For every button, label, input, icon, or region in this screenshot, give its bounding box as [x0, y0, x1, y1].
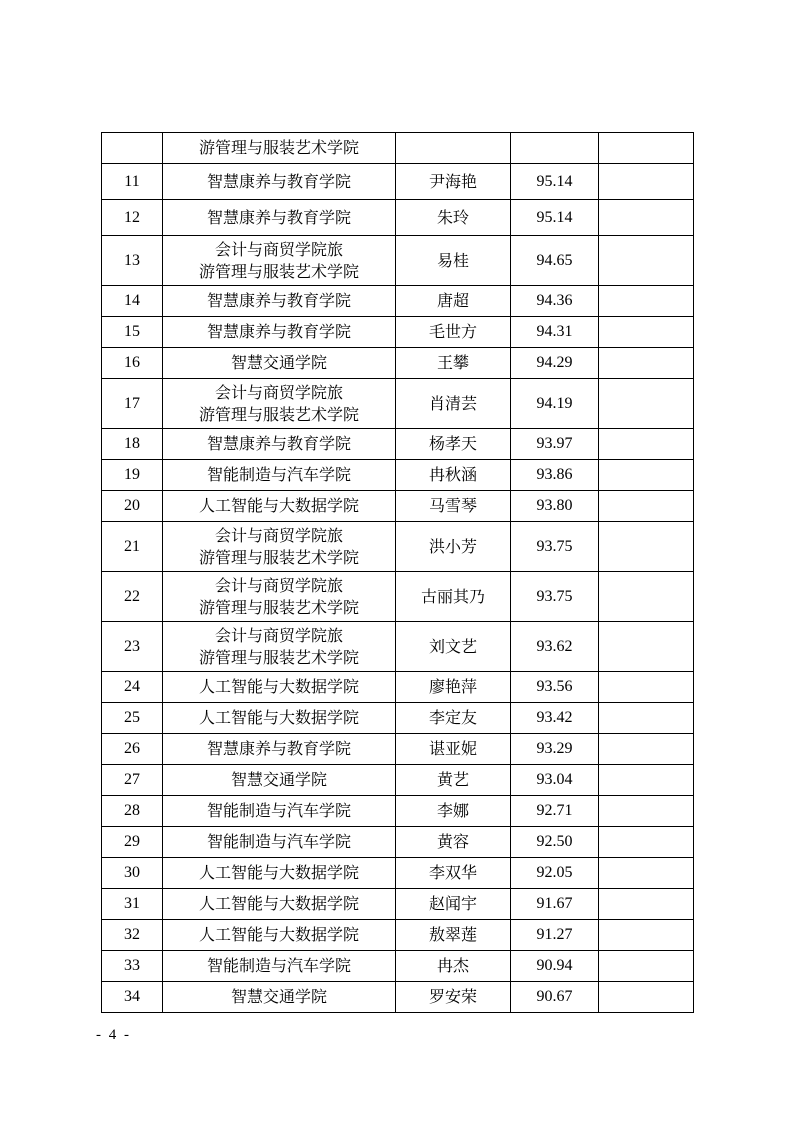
score-value: 90.94 [511, 951, 599, 982]
college-name [163, 889, 396, 920]
remark-cell [599, 734, 694, 765]
college-name [163, 491, 396, 522]
student-name: 毛世方 [396, 317, 511, 348]
student-name: 刘文艺 [396, 622, 511, 672]
college-name-line: 智慧康养与教育学院 [206, 207, 351, 227]
college-name [163, 982, 396, 1013]
table-row [102, 796, 694, 827]
row-index: 24 [102, 672, 163, 703]
table-row [102, 920, 694, 951]
row-index: 11 [102, 164, 163, 200]
college-name-line: 人工智能与大数据学院 [198, 925, 359, 944]
student-name: 赵闻宇 [396, 889, 511, 920]
row-index: 13 [102, 236, 163, 286]
student-name: 古丽其乃 [396, 572, 511, 622]
score-value: 94.19 [511, 379, 599, 429]
student-name: 罗安荣 [396, 982, 511, 1013]
college-name-line: 会计与商贸学院旅 [214, 382, 343, 402]
table-row-continuation [102, 133, 694, 164]
score-value: 94.65 [511, 236, 599, 286]
college-name-line: 人工智能与大数据学院 [198, 863, 359, 882]
college-name-line: 智慧交通学院 [230, 770, 327, 789]
college-name [163, 734, 396, 765]
student-name: 唐超 [396, 286, 511, 317]
score-value: 90.67 [511, 982, 599, 1013]
college-name [163, 572, 396, 622]
remark-cell [599, 200, 694, 236]
college-name-line: 游管理与服装艺术学院 [198, 547, 359, 567]
table-row [102, 429, 694, 460]
remark-cell [599, 858, 694, 889]
row-index: 18 [102, 429, 163, 460]
remark-cell [599, 572, 694, 622]
row-index: 30 [102, 858, 163, 889]
row-index: 21 [102, 522, 163, 572]
score-value: 95.14 [511, 164, 599, 200]
row-index: 28 [102, 796, 163, 827]
score-value: 95.14 [511, 200, 599, 236]
college-name [163, 951, 396, 982]
score-value: 94.29 [511, 348, 599, 379]
table-row [102, 951, 694, 982]
college-name-line: 智慧康养与教育学院 [206, 291, 351, 310]
student-name: 谌亚妮 [396, 734, 511, 765]
college-name-line: 会计与商贸学院旅 [214, 575, 343, 595]
student-name [396, 133, 511, 164]
college-name-line: 人工智能与大数据学院 [198, 894, 359, 913]
row-index: 31 [102, 889, 163, 920]
score-value [511, 133, 599, 164]
college-name-line: 游管理与服装艺术学院 [198, 138, 359, 157]
table-row [102, 734, 694, 765]
student-name: 敖翠莲 [396, 920, 511, 951]
row-index [102, 133, 163, 164]
table-row [102, 622, 694, 672]
table-row [102, 379, 694, 429]
score-value: 91.27 [511, 920, 599, 951]
student-name: 冉秋涵 [396, 460, 511, 491]
college-name-line: 智慧康养与教育学院 [206, 434, 351, 453]
college-name [163, 348, 396, 379]
college-name-line: 游管理与服装艺术学院 [198, 404, 359, 424]
college-name [163, 920, 396, 951]
student-name: 黄容 [396, 827, 511, 858]
remark-cell [599, 889, 694, 920]
score-value: 93.62 [511, 622, 599, 672]
remark-cell [599, 920, 694, 951]
table-row [102, 858, 694, 889]
score-value: 93.04 [511, 765, 599, 796]
row-index: 14 [102, 286, 163, 317]
college-name [163, 765, 396, 796]
score-value: 93.56 [511, 672, 599, 703]
table-row [102, 672, 694, 703]
remark-cell [599, 429, 694, 460]
college-name-line: 会计与商贸学院旅 [214, 525, 343, 545]
student-name: 李定友 [396, 703, 511, 734]
table-row [102, 522, 694, 572]
college-name-line: 人工智能与大数据学院 [198, 677, 359, 696]
remark-cell [599, 133, 694, 164]
row-index: 33 [102, 951, 163, 982]
table-row [102, 200, 694, 236]
college-name [163, 672, 396, 703]
row-index: 20 [102, 491, 163, 522]
remark-cell [599, 236, 694, 286]
score-value: 92.71 [511, 796, 599, 827]
score-value: 94.31 [511, 317, 599, 348]
student-name: 马雪琴 [396, 491, 511, 522]
college-name [163, 522, 396, 572]
row-index: 25 [102, 703, 163, 734]
college-name [163, 317, 396, 348]
table-row [102, 348, 694, 379]
row-index: 26 [102, 734, 163, 765]
student-name: 洪小芳 [396, 522, 511, 572]
college-name [163, 429, 396, 460]
college-name [163, 200, 396, 236]
remark-cell [599, 522, 694, 572]
remark-cell [599, 317, 694, 348]
row-index: 17 [102, 379, 163, 429]
college-name-line: 智慧康养与教育学院 [206, 322, 351, 341]
score-value: 93.80 [511, 491, 599, 522]
college-name [163, 164, 396, 200]
remark-cell [599, 765, 694, 796]
remark-cell [599, 827, 694, 858]
table-row [102, 460, 694, 491]
score-value: 93.75 [511, 572, 599, 622]
table-row [102, 572, 694, 622]
college-name-line: 智慧交通学院 [230, 987, 327, 1006]
row-index: 22 [102, 572, 163, 622]
college-name [163, 379, 396, 429]
college-name-line: 智慧交通学院 [230, 353, 327, 372]
table-row [102, 765, 694, 796]
table-row [102, 491, 694, 522]
row-index: 16 [102, 348, 163, 379]
student-name: 黄艺 [396, 765, 511, 796]
results-table-body [102, 133, 694, 1013]
row-index: 12 [102, 200, 163, 236]
college-name-line: 游管理与服装艺术学院 [198, 261, 359, 281]
college-name-line: 游管理与服装艺术学院 [198, 597, 359, 617]
student-name: 王攀 [396, 348, 511, 379]
score-value: 93.86 [511, 460, 599, 491]
table-row [102, 703, 694, 734]
page-number: - 4 - [96, 1027, 131, 1043]
remark-cell [599, 348, 694, 379]
college-name-line: 会计与商贸学院旅 [214, 239, 343, 259]
remark-cell [599, 796, 694, 827]
remark-cell [599, 703, 694, 734]
score-value: 93.42 [511, 703, 599, 734]
college-name-line: 游管理与服装艺术学院 [198, 647, 359, 667]
college-name-line: 智慧康养与教育学院 [206, 739, 351, 758]
row-index: 32 [102, 920, 163, 951]
remark-cell [599, 379, 694, 429]
row-index: 19 [102, 460, 163, 491]
score-value: 94.36 [511, 286, 599, 317]
student-name: 肖清芸 [396, 379, 511, 429]
table-row [102, 317, 694, 348]
college-name-line: 智能制造与汽车学院 [206, 832, 351, 851]
row-index: 23 [102, 622, 163, 672]
college-name [163, 796, 396, 827]
college-name [163, 236, 396, 286]
score-value: 93.75 [511, 522, 599, 572]
score-value: 93.97 [511, 429, 599, 460]
student-name: 杨孝天 [396, 429, 511, 460]
remark-cell [599, 622, 694, 672]
score-value: 92.50 [511, 827, 599, 858]
row-index: 29 [102, 827, 163, 858]
score-value: 92.05 [511, 858, 599, 889]
remark-cell [599, 672, 694, 703]
student-name: 廖艳萍 [396, 672, 511, 703]
student-name: 冉杰 [396, 951, 511, 982]
table-row [102, 286, 694, 317]
college-name [163, 858, 396, 889]
table-row [102, 827, 694, 858]
student-name: 李娜 [396, 796, 511, 827]
results-table [101, 132, 694, 1013]
table-row [102, 164, 694, 200]
remark-cell [599, 982, 694, 1013]
college-name-line: 会计与商贸学院旅 [214, 625, 343, 645]
student-name: 尹海艳 [396, 164, 511, 200]
score-value: 93.29 [511, 734, 599, 765]
college-name-line: 智能制造与汽车学院 [206, 956, 351, 975]
college-name [163, 703, 396, 734]
college-name [163, 133, 396, 164]
college-name-line: 智能制造与汽车学院 [206, 465, 351, 484]
table-row [102, 982, 694, 1013]
row-index: 27 [102, 765, 163, 796]
college-name-line: 智能制造与汽车学院 [206, 801, 351, 820]
student-name: 易桂 [396, 236, 511, 286]
table-row [102, 236, 694, 286]
row-index: 15 [102, 317, 163, 348]
college-name-line: 人工智能与大数据学院 [198, 708, 359, 727]
college-name [163, 286, 396, 317]
remark-cell [599, 951, 694, 982]
college-name [163, 827, 396, 858]
row-index: 34 [102, 982, 163, 1013]
college-name-line: 智慧康养与教育学院 [206, 171, 351, 191]
college-name [163, 622, 396, 672]
remark-cell [599, 491, 694, 522]
college-name-line: 人工智能与大数据学院 [198, 496, 359, 515]
score-value: 91.67 [511, 889, 599, 920]
remark-cell [599, 286, 694, 317]
remark-cell [599, 460, 694, 491]
table-row [102, 889, 694, 920]
student-name: 朱玲 [396, 200, 511, 236]
student-name: 李双华 [396, 858, 511, 889]
remark-cell [599, 164, 694, 200]
college-name [163, 460, 396, 491]
